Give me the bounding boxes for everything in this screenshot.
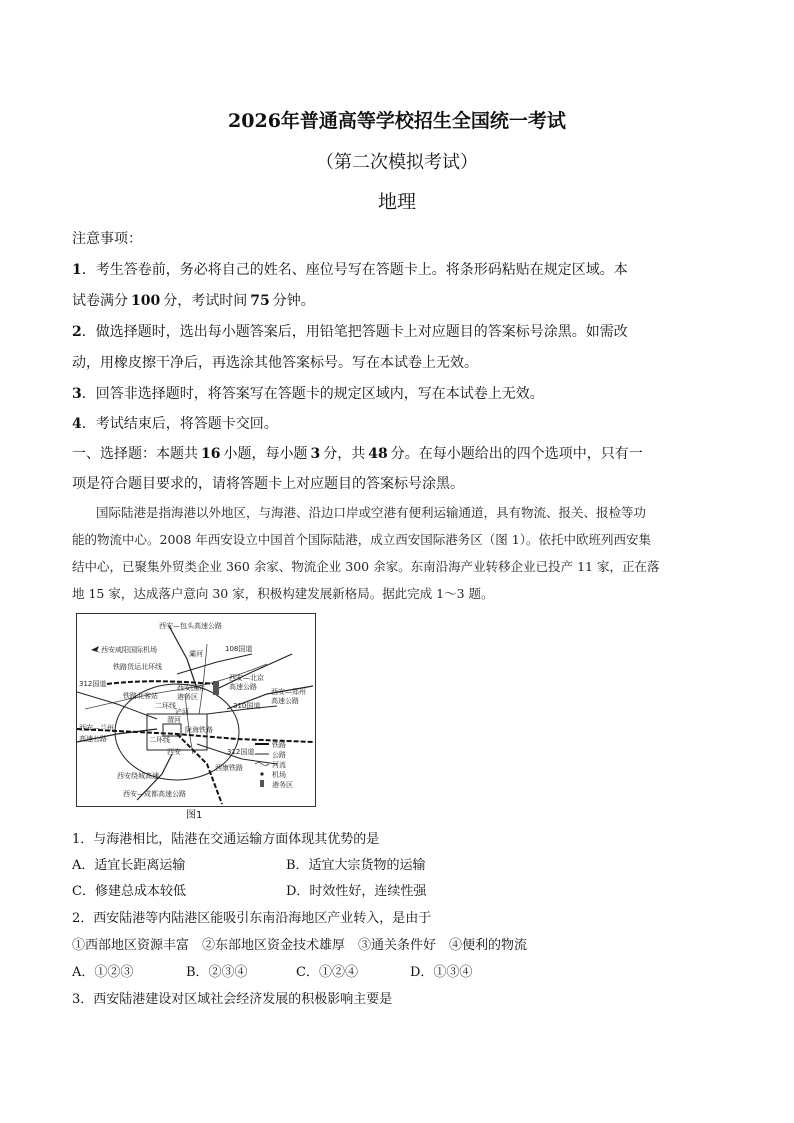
legend-port: 港务区 [272,781,293,789]
map-label: 渭河 [167,716,181,724]
notice-num: 3 [72,386,82,402]
notice-item-2 [72,321,628,341]
exam-title: 2026年普通高等学校招生全国统一考试 [228,110,566,132]
map-label: 310国道 [233,702,261,710]
notice-item-2-cont: 动，用橡皮擦干净后，再选涂其他答案标号。写在本试卷上无效。 [72,355,478,371]
section-heading-cont: 项是符合题目要求的，请将答题卡上对应题目的答案标号涂黑。 [72,476,464,492]
q1-option-d: D．时效性好，连续性强 [286,884,427,899]
question-1-stem: 1．与海港相比，陆港在交通运输方面体现其优势的是 [72,832,380,847]
passage-line: 地 15 家，达成落户意向 30 家，积极构建发展新格局。据此完成 1～3 题。 [72,586,494,601]
notice-num: 4 [72,416,82,432]
map-label: 西安咸阳国际机场 [101,646,157,654]
section-text: 一、选择题：本题共 [72,446,198,462]
legend-railway: 铁路 [272,741,286,749]
map-label: 西安—成都高速公路 [123,790,186,798]
map-label: 二环线 [149,736,170,744]
notice-text: 试卷满分 [72,293,128,309]
map-label: 西康铁路 [215,764,243,772]
exam-time: 75 [250,293,270,309]
map-label: 西安—郑州 [271,688,306,696]
q1-option-a: A．适宜长距离运输 [72,858,186,873]
legend-river: 河流 [272,761,286,769]
section-text: 分，共 [323,446,366,462]
map-label: 108国道 [225,645,253,653]
subject-title: 地理 [377,191,416,213]
map-label: 312国道 [79,680,107,688]
passage-line: 国际陆港是指海港以外地区，与海港、沿边口岸或空港有便利运输通道，具有物流、报关、报检等功 [96,505,647,520]
map-label: 浐河 [175,708,189,716]
map-label: 高速公路 [229,683,257,691]
notice-item-4 [72,413,278,433]
map-label: 312国道 [227,748,255,756]
map-label: 西安—包头高速公路 [159,622,222,630]
map-label: 西安—兰州 [79,724,114,732]
section-text: 小题，每小题 [223,446,308,462]
map-label: 西安—北京 [229,674,264,682]
section-heading [72,443,643,463]
legend-road: 公路 [272,751,286,759]
question-3-stem: 3．西安陆港建设对区域社会经济发展的积极影响主要是 [72,992,393,1007]
airport-icon [91,646,101,653]
notice-text: 分，考试时间 [163,293,248,309]
full-score: 100 [131,293,161,309]
notice-text: ．考试结束后，将答题卡交回。 [81,416,278,432]
section-text: 分。在每小题给出的四个选项中，只有一 [390,446,643,462]
q2-option-a: A．①②③ [72,965,134,980]
question-count: 16 [201,446,221,462]
score-each: 3 [310,446,321,462]
question-2-stem: 2．西安陆港等内陆港区能吸引东南沿海地区产业转入，是由于 [72,911,432,926]
notice-text: 分钟。 [272,293,315,309]
notice-num: 1 [72,262,82,278]
map-label: 高速公路 [79,735,107,743]
notice-item-1 [72,259,628,279]
q2-option-b: B．②③④ [186,965,248,980]
map-label: 灞河 [189,650,203,658]
map-label: 铁路货运北环线 [113,663,162,671]
q1-option-b: B．适宜大宗货物的运输 [286,858,426,873]
map-label: 铁路北客站 [123,692,158,700]
notice-num: 2 [72,324,82,340]
map-label: 西安绕城高速 [117,772,159,780]
q2-option-c: C．①②④ [296,965,358,980]
q1-option-c: C．修建总成本较低 [72,884,186,899]
score-total: 48 [368,446,388,462]
map-figure [76,613,316,807]
notice-item-1-cont [72,290,315,310]
passage-line: 结中心，已聚集外贸类企业 360 余家、物流企业 300 余家。东南沿海产业转移企业已投产 11 家，正在落 [72,559,660,574]
notice-heading: 注意事项： [72,231,142,247]
figure-caption: 图1 [186,810,203,821]
legend-airport: 机场 [272,771,286,779]
map-label: 二环线 [155,702,176,710]
exam-subtitle: （第二次模拟考试） [316,152,478,173]
map-label: 高速公路 [271,697,299,705]
notice-text: ．做选择题时，选出每小题答案后，用铅笔把答题卡上对应题目的答案标号涂黑。如需改 [81,324,628,340]
map-label: 西安 [167,748,181,756]
passage-line: 能的物流中心。2008 年西安设立中国首个国际陆港，成立西安国际港务区（图 1）。依托中欧班列西安集 [72,532,651,547]
notice-text: ．考生答卷前，务必将自己的姓名、座位号写在答题卡上。将条形码粘贴在规定区域。本 [81,262,628,278]
notice-item-3 [72,383,544,403]
notice-text: ．回答非选择题时，将答案写在答题卡的规定区域内，写在本试卷上无效。 [81,386,544,402]
map-label: 港务区 [177,693,198,701]
q2-statements: ①西部地区资源丰富 ②东部地区资金技术雄厚 ③通关条件好 ④便利的物流 [72,938,528,953]
port-area-icon [213,681,219,695]
q2-option-d: D．①③④ [410,965,473,980]
map-label: 陇海铁路 [185,726,213,734]
map-label: 西安国际 [177,684,205,692]
